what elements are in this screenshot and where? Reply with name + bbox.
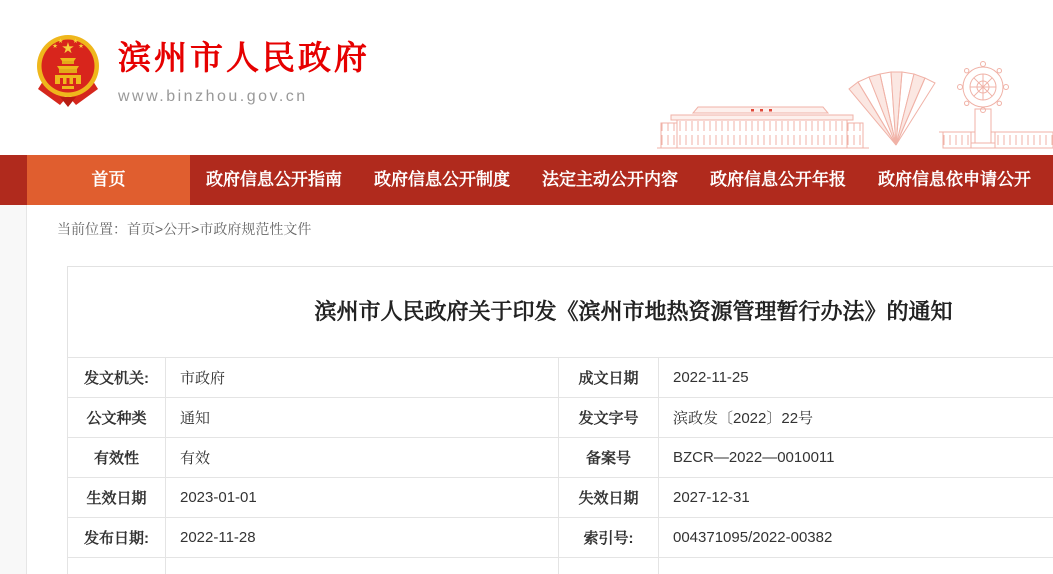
site-header <box>0 0 1053 155</box>
field-label: 发文机关: <box>68 358 166 398</box>
document-card <box>67 266 1053 574</box>
left-gutter <box>0 205 27 574</box>
field-value: BZCR—2022—0010011 <box>659 438 1053 478</box>
field-value: 有效 <box>166 438 559 478</box>
field-label: 成文日期 <box>559 358 659 398</box>
table-row <box>68 478 1053 518</box>
document-meta-table <box>67 357 1053 574</box>
nav-tab-statutory-disclosure[interactable]: 法定主动公开内容 <box>542 170 678 189</box>
field-value <box>659 558 1053 574</box>
nav-tab-info-system[interactable]: 政府信息公开制度 <box>374 170 510 189</box>
main-content <box>0 205 1053 574</box>
table-row <box>68 358 1053 398</box>
national-emblem-icon <box>33 28 103 113</box>
svg-text:★: ★ <box>61 39 75 57</box>
svg-text:★: ★ <box>72 37 79 45</box>
svg-text:★: ★ <box>57 37 64 45</box>
field-value: 2022-11-28 <box>166 518 559 558</box>
nav-tab-home[interactable]: 首页 <box>27 155 190 205</box>
nav-tab-annual-report[interactable]: 政府信息公开年报 <box>710 170 846 189</box>
field-label: 发文字号 <box>559 398 659 438</box>
breadcrumb <box>57 219 311 239</box>
field-label <box>68 558 166 574</box>
table-row <box>68 518 1053 558</box>
table-row <box>68 438 1053 478</box>
site-title: 滨州市人民政府 <box>118 39 370 76</box>
field-label: 备案号 <box>559 438 659 478</box>
table-row-clipped <box>68 558 1053 574</box>
field-value: 004371095/2022-00382 <box>659 518 1053 558</box>
document-title: 滨州市人民政府关于印发《滨州市地热资源管理暂行办法》的通知 <box>67 267 1053 357</box>
field-value: 市政府 <box>166 358 559 398</box>
main-nav <box>0 155 1053 205</box>
breadcrumb-prefix: 当前位置： <box>57 221 127 237</box>
field-value: 2022-11-25 <box>659 358 1053 398</box>
svg-text:★: ★ <box>78 42 84 50</box>
field-label: 失效日期 <box>559 478 659 518</box>
field-value: 2027-12-31 <box>659 478 1053 518</box>
field-label: 有效性 <box>68 438 166 478</box>
field-value: 通知 <box>166 398 559 438</box>
field-value <box>166 558 559 574</box>
nav-tab-disclosure-request[interactable]: 政府信息依申请公开 <box>878 170 1031 189</box>
nav-tab-info-guide[interactable]: 政府信息公开指南 <box>206 170 342 189</box>
field-label: 生效日期 <box>68 478 166 518</box>
breadcrumb-path[interactable]: 首页>公开>市政府规范性文件 <box>127 221 312 237</box>
site-url: www.binzhou.gov.cn <box>118 88 308 105</box>
field-label: 公文种类 <box>68 398 166 438</box>
field-label: 发布日期: <box>68 518 166 558</box>
field-label <box>559 558 659 574</box>
field-value: 2023-01-01 <box>166 478 559 518</box>
svg-text:★: ★ <box>52 42 58 50</box>
landmarks-line-art-icon <box>653 35 1053 155</box>
field-label: 索引号: <box>559 518 659 558</box>
table-row <box>68 398 1053 438</box>
site-identity <box>118 40 370 106</box>
field-value: 滨政发〔2022〕22号 <box>659 398 1053 438</box>
